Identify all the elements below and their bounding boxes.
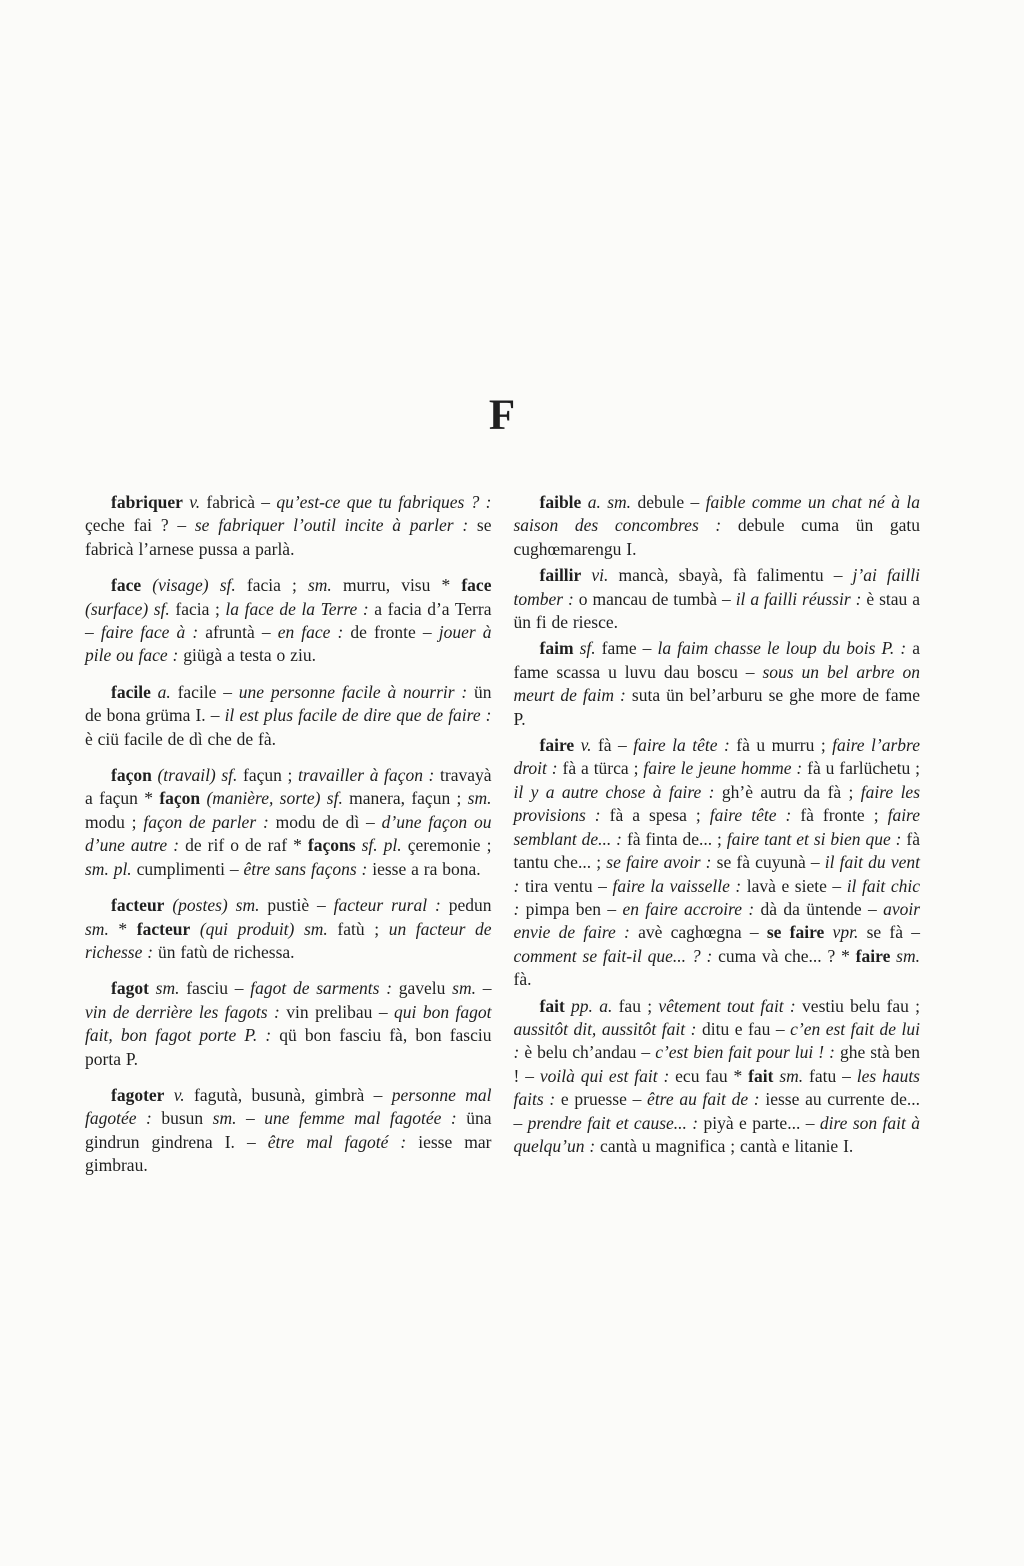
entry-translation: ecu fau *	[675, 1065, 749, 1086]
entry-translation: mancà, sbayà, fà falimentu –	[618, 565, 853, 586]
entry-translation: çeche fai ? –	[85, 515, 195, 536]
dictionary-entry	[85, 764, 492, 881]
entry-label-or-example: être sans façons :	[243, 858, 373, 879]
headword: faillir	[539, 565, 582, 586]
entry-label-or-example: v.	[574, 735, 598, 756]
entry-translation: avè caghœgna –	[638, 922, 767, 943]
entry-label-or-example: sm. pl.	[85, 858, 137, 879]
entry-label-or-example: v.	[164, 1084, 194, 1105]
entry-translation: çeremonie ;	[407, 835, 492, 856]
entry-label-or-example: sm.	[85, 918, 109, 939]
entry-translation: iesse mar gimbrau.	[85, 1131, 492, 1176]
entry-label-or-example: sf.	[573, 638, 602, 659]
entry-translation: pimpa ben –	[525, 898, 623, 919]
entry-label-or-example: en faire accroire :	[622, 898, 761, 919]
entry-label-or-example: faible comme un chat né à la saison des concombres :	[513, 492, 920, 536]
entry-translation: iesse au currente de... –	[513, 1089, 920, 1133]
entry-translation: façun ;	[243, 765, 298, 786]
headword: façon	[111, 765, 152, 786]
entry-label-or-example: être au fait de :	[647, 1089, 766, 1110]
headword: fabriquer	[111, 492, 183, 512]
entry-label-or-example: la face de la Terre :	[225, 598, 375, 619]
entry-label-or-example: a.	[150, 681, 178, 702]
entry-label-or-example: (manière, sorte) sf.	[200, 788, 350, 809]
entry-label-or-example: d’une façon ou d’une autre :	[85, 811, 492, 856]
entry-translation: lavà e siete –	[746, 875, 847, 896]
dictionary-entry	[85, 894, 492, 964]
headword: fait	[748, 1065, 774, 1086]
entry-label-or-example: faire le jeune homme :	[643, 758, 808, 779]
entry-translation: fà a türca ;	[562, 758, 644, 779]
entry-translation: è belu ch’andau –	[524, 1042, 656, 1063]
entry-label-or-example: v.	[182, 492, 207, 512]
entry-translation: è ciü facile de dì che de fà.	[85, 728, 277, 749]
dictionary-entry	[514, 564, 921, 634]
entry-label-or-example: faire tant et si bien que :	[726, 828, 907, 849]
entry-label-or-example: (travail) sf.	[151, 765, 244, 786]
entry-label-or-example: sf. pl.	[355, 835, 408, 856]
entry-translation: cumplimenti –	[136, 858, 244, 879]
entry-label-or-example: pp. a.	[564, 995, 619, 1016]
dictionary-entry	[85, 681, 492, 751]
right-column	[514, 491, 921, 1178]
entry-label-or-example: il y a autre chose à faire :	[513, 781, 722, 802]
entry-label-or-example: qui bon fagot fait, bon fagot porte P. :	[85, 1001, 492, 1046]
entry-translation: tira ventu –	[524, 875, 613, 896]
entry-translation: pedun	[448, 895, 492, 916]
entry-translation: e pruesse –	[560, 1089, 648, 1110]
entry-label-or-example: vêtement tout fait :	[658, 995, 803, 1016]
entry-label-or-example: une personne facile à nourrir :	[238, 681, 475, 702]
entry-label-or-example: dire son fait à quelqu’un :	[513, 1112, 921, 1156]
entry-translation: se fà cuyunà –	[716, 852, 825, 873]
entry-label-or-example: faire la vaisselle :	[612, 875, 747, 896]
dictionary-entry	[514, 995, 921, 1159]
entry-translation: modu de dì –	[275, 811, 382, 832]
entry-translation: *	[108, 918, 137, 939]
headword: façon	[159, 788, 201, 809]
entry-translation: fau ;	[618, 995, 659, 1016]
entry-label-or-example: travailler à façon :	[297, 765, 440, 786]
entry-translation: se fabricà l’arnese pussa a parlà.	[85, 515, 492, 559]
entry-label-or-example: (postes) sm.	[164, 895, 268, 916]
entry-label-or-example: sm.	[452, 978, 476, 999]
entry-translation: fame –	[601, 638, 658, 659]
entry-translation: debule cuma ün gatu cughœmarengu I.	[513, 515, 920, 559]
entry-label-or-example: facteur rural :	[333, 895, 449, 916]
entry-translation: ghe stà ben ! –	[513, 1042, 920, 1086]
entry-label-or-example: personne mal fagotée :	[85, 1084, 492, 1129]
entry-translation: fabricà –	[206, 492, 277, 512]
entry-translation: ditu e fau –	[701, 1018, 791, 1039]
entry-translation: fà a spesa ;	[609, 805, 710, 826]
entry-label-or-example: fagot de sarments :	[250, 978, 399, 999]
headword: façons	[307, 835, 356, 856]
entry-label-or-example: un facteur de richesse :	[85, 918, 492, 962]
dictionary-entry	[514, 637, 921, 731]
entry-label-or-example: sm.	[212, 1108, 237, 1129]
entry-label-or-example: avoir envie de faire :	[513, 898, 921, 943]
entry-translation: busun	[161, 1108, 213, 1129]
entry-translation: facia ;	[246, 575, 308, 596]
entry-translation: vestiu belu fau ;	[802, 995, 921, 1016]
entry-translation: manera, façun ;	[349, 788, 468, 809]
text-columns	[85, 491, 920, 1178]
entry-translation: üna gindrun gindrena I. –	[85, 1108, 492, 1152]
left-column	[85, 491, 492, 1178]
entry-translation: ün de bona grüma I. –	[85, 681, 492, 726]
entry-translation: de fronte –	[350, 622, 439, 643]
headword: face	[461, 575, 492, 596]
entry-translation: o mancau de tumbà –	[578, 588, 736, 609]
entry-label-or-example: façon de parler :	[143, 811, 276, 832]
headword: facile	[111, 681, 151, 702]
entry-label-or-example: il est plus facile de dire que de faire :	[224, 705, 492, 726]
entry-label-or-example: faire l’arbre droit :	[513, 735, 920, 779]
entry-label-or-example: a. sm.	[581, 492, 638, 512]
entry-label-or-example: se fabriquer l’outil incite à parler :	[194, 515, 477, 536]
entry-label-or-example: vin de derrière les fagots :	[85, 1001, 287, 1022]
entry-label-or-example: sm.	[773, 1065, 810, 1086]
dictionary-entry	[514, 491, 921, 561]
entry-label-or-example: (visage) sf.	[141, 575, 247, 596]
dictionary-entry	[514, 734, 921, 991]
headword: fait	[539, 995, 565, 1016]
entry-translation: debule –	[637, 492, 706, 512]
entry-translation: fà –	[597, 735, 634, 756]
entry-translation: fà u murru ;	[736, 735, 833, 756]
entry-label-or-example: sous un bel arbre on meurt de faim :	[513, 661, 920, 706]
entry-translation: fà u farlüchetu ;	[807, 758, 921, 779]
entry-translation: giügà a testa o ziu.	[183, 645, 316, 666]
section-letter: F	[488, 392, 517, 439]
entry-label-or-example: il a failli réussir :	[735, 588, 867, 609]
entry-translation: fatu –	[809, 1065, 857, 1086]
headword: se faire	[766, 922, 825, 943]
entry-translation: facia ;	[175, 598, 226, 619]
entry-translation: ün fatù de richessa.	[157, 941, 295, 962]
entry-translation: cantà u magnifica ; cantà e litanie I.	[600, 1135, 854, 1156]
entry-label-or-example: sm.	[148, 978, 187, 999]
entry-translation: gavelu	[398, 978, 453, 999]
headword: faible	[539, 492, 582, 512]
dictionary-entry	[85, 1084, 492, 1178]
entry-translation: fà finta de... ;	[626, 828, 727, 849]
headword: faire	[539, 735, 575, 756]
entry-translation: fagutà, busunà, gimbrà –	[194, 1084, 392, 1105]
headword: facteur	[136, 918, 191, 939]
entry-translation: fasciu –	[186, 978, 251, 999]
dictionary-entry	[85, 977, 492, 1071]
entry-label-or-example: sm.	[890, 945, 921, 966]
entry-translation: dà da üntende –	[760, 898, 884, 919]
entry-label-or-example: aussitôt dit, aussitôt fait :	[513, 1018, 702, 1039]
entry-translation: modu ;	[85, 811, 144, 832]
entry-translation: de rif o de raf *	[185, 835, 308, 856]
entry-label-or-example: sm.	[307, 575, 343, 596]
entry-label-or-example: sm.	[467, 788, 492, 809]
headword: facteur	[111, 895, 165, 916]
headword: faim	[539, 638, 574, 659]
entry-label-or-example: il fait du vent :	[513, 852, 920, 896]
entry-translation: suta ün bel’arburu se ghe more de fame P.	[513, 685, 920, 729]
entry-label-or-example: prendre fait et cause... :	[527, 1112, 704, 1133]
entry-translation: fà fronte ;	[800, 805, 888, 826]
entry-translation: se fà –	[866, 922, 920, 943]
entry-label-or-example: comment se fait-il que... ? :	[513, 945, 719, 966]
entry-translation: vin prelibau –	[286, 1001, 395, 1022]
headword: face	[111, 575, 142, 596]
entry-label-or-example: (surface) sf.	[85, 598, 176, 619]
entry-label-or-example: voilà qui est fait :	[539, 1065, 676, 1086]
entry-label-or-example: qu’est-ce que tu fabriques ? :	[276, 492, 492, 512]
entry-translation: –	[236, 1108, 265, 1129]
entry-label-or-example: faire la tête :	[633, 735, 737, 756]
headword: fagoter	[111, 1084, 165, 1105]
entry-translation: travayà a façun *	[85, 765, 492, 809]
entry-translation: gh’è autru da fà ;	[721, 781, 861, 802]
headword: fagot	[111, 978, 149, 999]
entry-translation: piyà e parte... –	[703, 1112, 820, 1133]
entry-label-or-example: c’est bien fait pour lui ! :	[655, 1042, 840, 1063]
entry-translation: è stau a ün fi de riesce.	[513, 588, 920, 633]
entry-label-or-example: il fait chic :	[513, 875, 920, 919]
entry-translation: fà.	[513, 969, 532, 990]
headword: faire	[855, 945, 891, 966]
entry-label-or-example: être mal fagoté :	[267, 1131, 419, 1152]
entry-translation: qü bon fasciu fà, bon fasciu porta P.	[85, 1025, 492, 1069]
entry-label-or-example: faire tête :	[709, 805, 801, 826]
entry-translation: fatù ;	[337, 918, 389, 939]
entry-translation: murru, visu *	[342, 575, 462, 596]
entry-translation: –	[476, 978, 492, 999]
entry-translation: fà tantu che... ;	[513, 828, 921, 873]
dictionary-entry	[85, 574, 492, 668]
entry-translation: iesse a ra bona.	[372, 858, 481, 879]
entry-label-or-example: jouer à pile ou face :	[85, 622, 492, 666]
entry-label-or-example: la faim chasse le loup du bois P. :	[657, 638, 913, 659]
entry-label-or-example: c’en est fait de lui :	[513, 1018, 920, 1063]
entry-translation: a fame scassa u luvu dau boscu –	[513, 638, 920, 682]
entry-translation: afruntà –	[205, 622, 278, 643]
entry-label-or-example: faire semblant de... :	[513, 805, 920, 849]
entry-label-or-example: faire les provisions :	[513, 781, 921, 826]
entry-translation: facile –	[177, 681, 239, 702]
entry-translation: pustiè –	[267, 895, 334, 916]
entry-label-or-example: vpr.	[824, 922, 867, 943]
entry-label-or-example: les hauts faits :	[513, 1065, 920, 1110]
entry-translation: cuma và che... ? *	[718, 945, 856, 966]
dictionary-entry	[85, 491, 492, 561]
entry-label-or-example: se faire avoir :	[606, 852, 717, 873]
entry-label-or-example: vi.	[581, 565, 619, 586]
entry-label-or-example: j’ai failli tomber :	[513, 565, 920, 609]
entry-translation: a facia d’a Terra –	[85, 598, 492, 643]
entry-label-or-example: une femme mal fagotée :	[264, 1108, 467, 1129]
entry-label-or-example: en face :	[277, 622, 351, 643]
entry-label-or-example: (qui produit) sm.	[190, 918, 338, 939]
entry-label-or-example: faire face à :	[100, 622, 206, 643]
